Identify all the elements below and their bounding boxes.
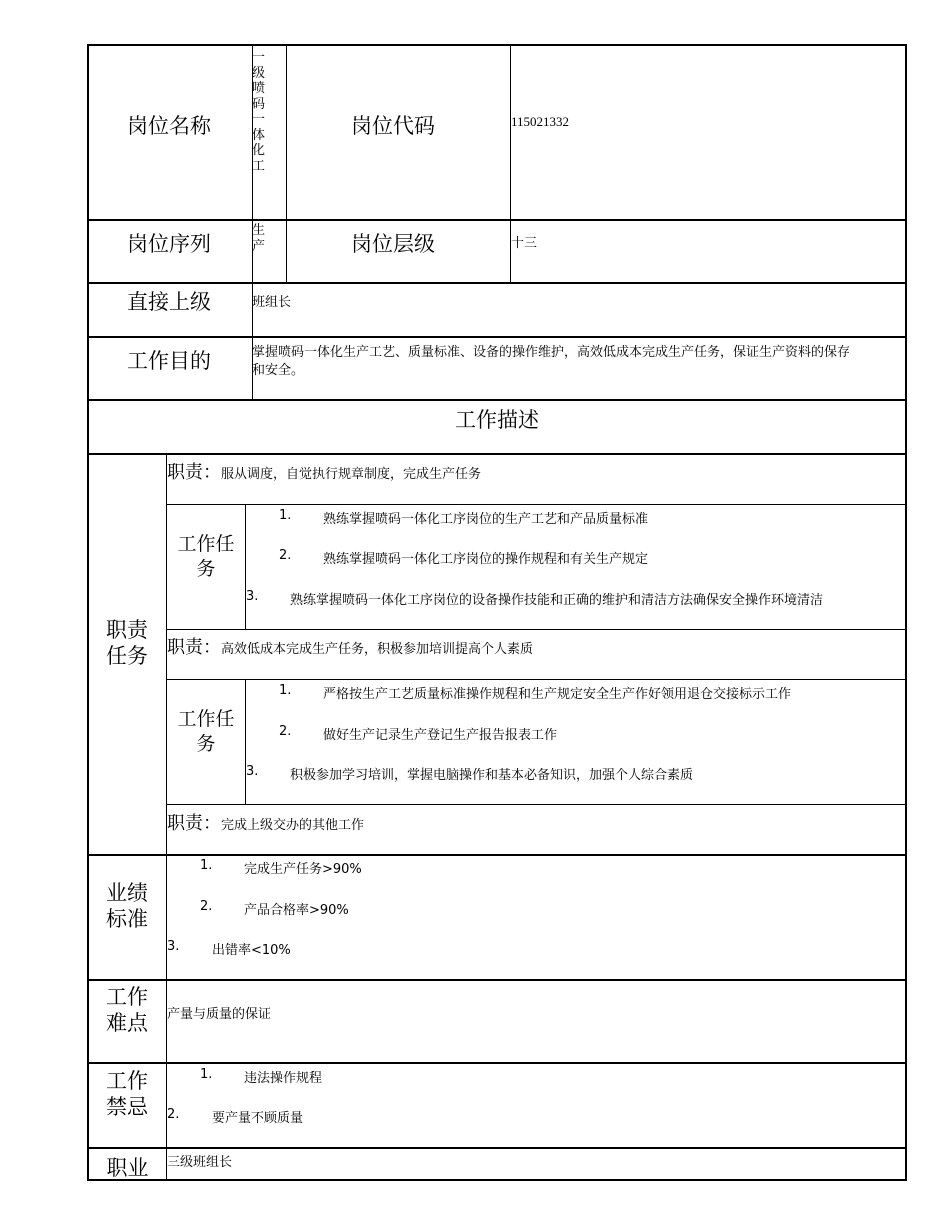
- task-label-line1: 工作任: [177, 708, 235, 730]
- grid-line: [167, 679, 906, 680]
- purpose-value-line2: 和安全。: [252, 363, 305, 378]
- position-name-label: 岗位名称: [127, 114, 211, 138]
- grid-line: [88, 453, 906, 455]
- superior-value: 班组长: [252, 295, 292, 310]
- taboo-label-line1: 工作: [106, 1069, 148, 1093]
- career-text: 三级班组长: [167, 1155, 233, 1170]
- grid-line: [245, 680, 246, 804]
- grid-line: [88, 336, 906, 338]
- grid-line: [88, 399, 906, 401]
- task-item-text: 严格按生产工艺质量标准操作规程和生产规定安全生产作好领用退仓交接标示工作: [323, 687, 792, 702]
- performance-item-number: 1.: [200, 858, 213, 873]
- level-value: 十三: [511, 236, 538, 251]
- task-label-line1: 工作任: [177, 533, 235, 555]
- difficulty-label: [102, 984, 152, 1036]
- taboo-item-text: 要产量不顾质量: [212, 1111, 304, 1126]
- task-item-number: 1.: [279, 683, 292, 698]
- duty-text: 高效低成本完成生产任务，积极参加培训提高个人素质: [221, 642, 534, 657]
- duty-text: 完成上级交办的其他工作: [221, 818, 365, 833]
- performance-item-number: 2.: [200, 899, 213, 914]
- position-code-label: 岗位代码: [351, 114, 435, 138]
- task-item-text: 积极参加学习培训，掌握电脑操作和基本必备知识，加强个人综合素质: [290, 768, 694, 783]
- table-border-top: [88, 44, 907, 46]
- task-label-line2: 务: [196, 733, 216, 755]
- purpose-label: 工作目的: [127, 349, 211, 373]
- grid-line: [245, 505, 246, 629]
- performance-item-text: 出错率<10%: [212, 943, 291, 958]
- performance-label: [102, 880, 152, 932]
- task-label-line2: 务: [196, 558, 216, 580]
- performance-item-text: 完成生产任务>90%: [244, 862, 362, 877]
- grid-line: [167, 504, 906, 505]
- taboo-label: [102, 1068, 152, 1120]
- performance-label-line2: 标准: [106, 907, 148, 931]
- task-item-number: 2.: [279, 548, 292, 563]
- table-border-left: [87, 44, 89, 1181]
- grid-line: [167, 804, 906, 805]
- task-label: [167, 532, 245, 582]
- task-item-number: 3.: [246, 764, 259, 779]
- task-item-text: 熟练掌握喷码一体化工序岗位的设备操作技能和正确的维护和清洁方法确保安全操作环境清洁: [290, 593, 824, 608]
- performance-label-line1: 业绩: [106, 881, 148, 905]
- sequence-label: 岗位序列: [127, 232, 211, 256]
- duty-prefix: 职责：: [167, 462, 221, 483]
- difficulty-text: 产量与质量的保证: [167, 1007, 272, 1022]
- taboo-item-number: 1.: [200, 1067, 213, 1082]
- duty-row: [167, 458, 481, 484]
- task-item-number: 1.: [279, 508, 292, 523]
- work-description-title: 工作描述: [455, 408, 539, 432]
- grid-line: [88, 1147, 906, 1149]
- difficulty-label-line2: 难点: [106, 1011, 148, 1035]
- task-item-text: 做好生产记录生产登记生产报告报表工作: [323, 728, 558, 743]
- grid-line: [88, 219, 906, 221]
- performance-item-number: 3.: [167, 939, 180, 954]
- task-item-number: 2.: [279, 724, 292, 739]
- table-border-bottom: [88, 1179, 907, 1181]
- position-name-value: 一级喷码一体化工: [252, 50, 266, 174]
- duty-prefix: 职责：: [167, 637, 221, 658]
- grid-line: [167, 629, 906, 630]
- grid-line: [88, 979, 906, 981]
- duty-text: 服从调度，自觉执行规章制度，完成生产任务: [221, 467, 482, 482]
- task-item-text: 熟练掌握喷码一体化工序岗位的操作规程和有关生产规定: [323, 552, 649, 567]
- grid-line: [88, 854, 906, 856]
- career-label: 职业: [106, 1156, 149, 1180]
- duties-side-label: [102, 617, 152, 669]
- sequence-value: 生产: [252, 223, 266, 254]
- grid-line: [286, 44, 287, 283]
- duty-prefix: 职责：: [167, 813, 221, 834]
- duty-row: [167, 809, 364, 835]
- table-border-right: [905, 44, 907, 1181]
- duties-side-label-line1: 职责: [106, 618, 148, 642]
- grid-line: [88, 1062, 906, 1064]
- task-label: [167, 707, 245, 757]
- task-item-number: 3.: [246, 589, 259, 604]
- performance-item-text: 产品合格率>90%: [244, 903, 349, 918]
- position-code-value: 115021332: [511, 114, 570, 129]
- purpose-value-line1: 掌握喷码一体化生产工艺、质量标准、设备的操作维护，高效低成本完成生产任务，保证生产资料的保存: [252, 345, 851, 360]
- taboo-label-line2: 禁忌: [106, 1095, 148, 1119]
- level-label: 岗位层级: [351, 232, 435, 256]
- taboo-item-number: 2.: [167, 1107, 180, 1122]
- duty-row: [167, 633, 533, 659]
- task-item-text: 熟练掌握喷码一体化工序岗位的生产工艺和产品质量标准: [323, 512, 649, 527]
- taboo-item-text: 违法操作规程: [244, 1071, 323, 1086]
- difficulty-label-line1: 工作: [106, 985, 148, 1009]
- grid-line: [88, 282, 906, 284]
- duties-side-label-line2: 任务: [106, 644, 148, 668]
- superior-label: 直接上级: [127, 290, 211, 314]
